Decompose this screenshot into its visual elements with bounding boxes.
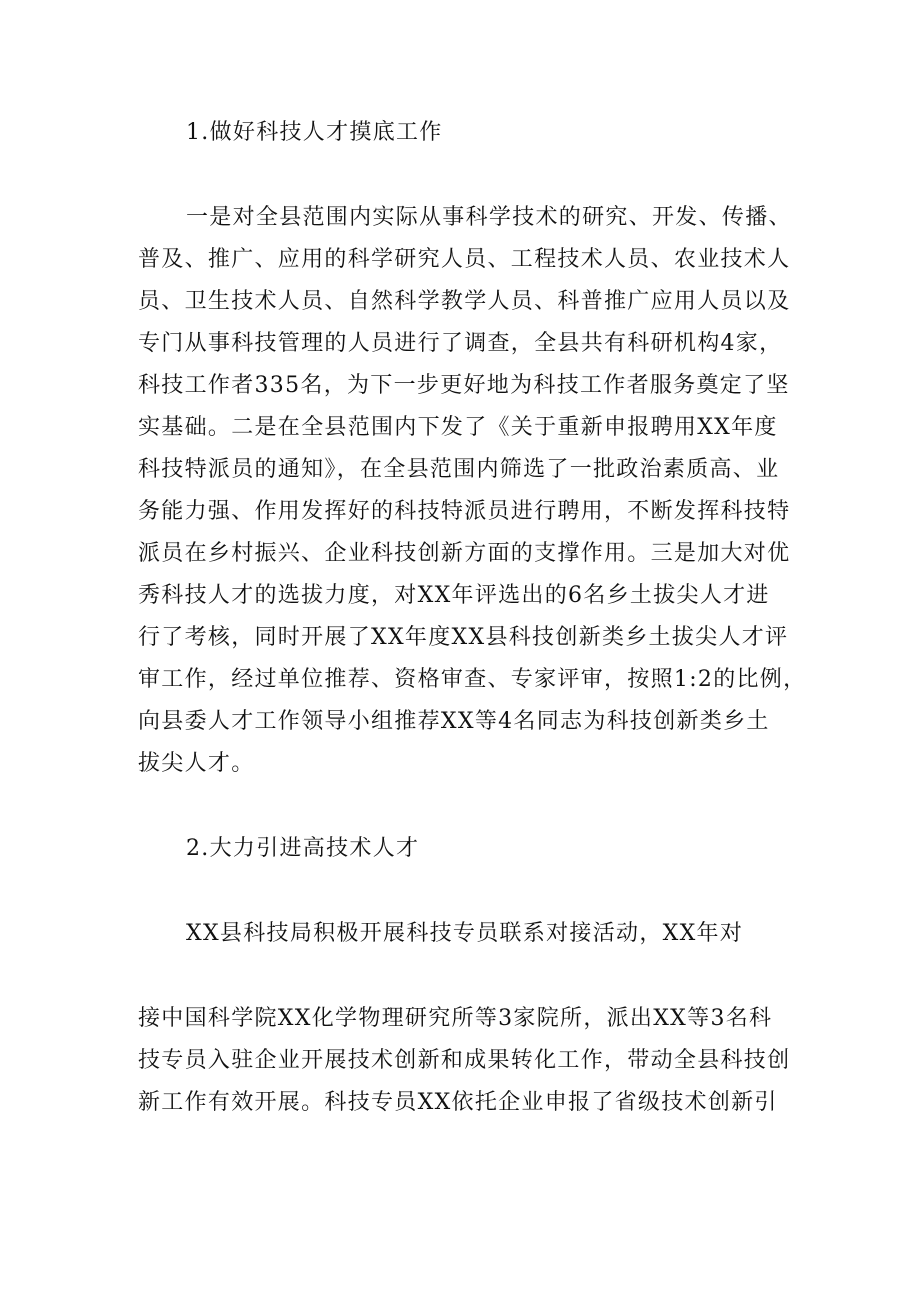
paragraph-line: 接中国科学院XX化学物理研究所等3家院所，派出XX等3名科 [138, 1006, 773, 1031]
paragraph-line: 科技特派员的通知》，在全县范围内筛选了一批政治素质高、业 [138, 457, 780, 482]
paragraph-line: 行了考核，同时开展了XX年度XX县科技创新类乡土拔尖人才评 [138, 625, 789, 650]
section2-heading: 2.大力引进高技术人才 [186, 836, 420, 861]
paragraph-line: 一是对全县范围内实际从事科学技术的研究、开发、传播、 [186, 205, 792, 230]
paragraph-line: 科技工作者335名，为下一步更好地为科技工作者服务奠定了坚 [138, 373, 790, 398]
paragraph-line: 秀科技人才的选拔力度，对XX年评选出的6名乡土拔尖人才进 [138, 583, 770, 608]
paragraph-line: 技专员入驻企业开展技术创新和成果转化工作，带动全县科技创 [138, 1048, 791, 1073]
paragraph-line: 务能力强、作用发挥好的科技特派员进行聘用，不断发挥科技特 [138, 499, 791, 524]
paragraph-line: 派员在乡村振兴、企业科技创新方面的支撑作用。三是加大对优 [138, 541, 791, 566]
paragraph-line: 向县委人才工作领导小组推荐XX等4名同志为科技创新类乡土 [138, 709, 770, 734]
paragraph-line: 专门从事科技管理的人员进行了调查，全县共有科研机构4家， [138, 331, 783, 356]
paragraph-line: 拔尖人才。 [138, 751, 255, 776]
paragraph-line: 新工作有效开展。科技专员XX依托企业申报了省级技术创新引 [138, 1090, 778, 1115]
paragraph-line: 员、卫生技术人员、自然科学教学人员、科普推广应用人员以及 [138, 289, 791, 314]
section1-heading: 1.做好科技人才摸底工作 [186, 120, 443, 145]
paragraph-line: XX县科技局积极开展科技专员联系对接活动，XX年对 [186, 921, 744, 946]
paragraph-line: 审工作，经过单位推荐、资格审查、专家评审，按照1:2的比例， [138, 667, 807, 692]
paragraph-line: 普及、推广、应用的科学研究人员、工程技术人员、农业技术人 [138, 247, 791, 272]
paragraph-line: 实基础。二是在全县范围内下发了《关于重新申报聘用XX年度 [138, 415, 778, 440]
